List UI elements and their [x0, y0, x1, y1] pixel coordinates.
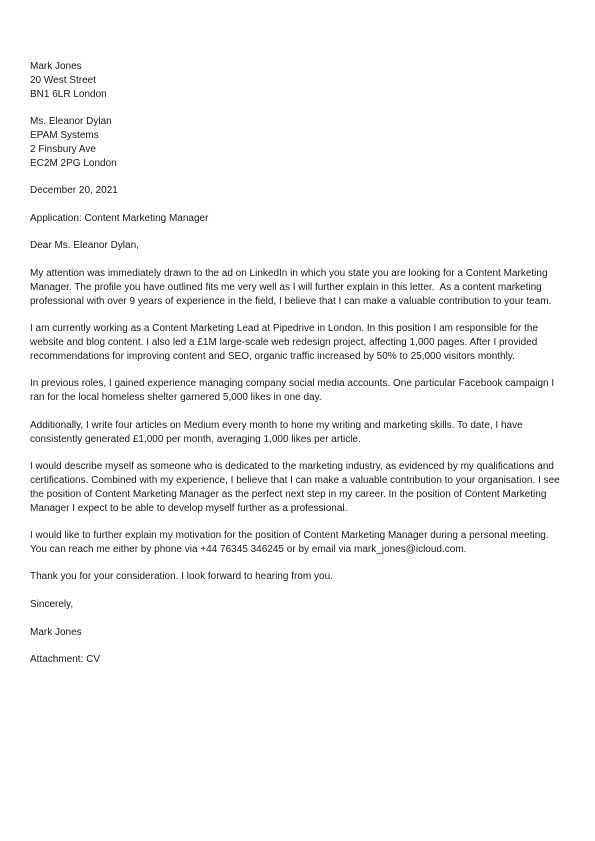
paragraph-line: My attention was immediately drawn to the ad on LinkedIn in which you state you are looking for a Content Marketing	[30, 267, 548, 279]
paragraph-line: I would like to further explain my motivation for the position of Content Marketing Manager during a personal meeting.	[30, 530, 549, 542]
paragraph-line: the position of Content Marketing Manager as the perfect next step in my career. In the position of Content Marketing	[30, 488, 547, 500]
letter-page	[30, 60, 562, 681]
sender-address	[30, 60, 562, 101]
salutation: Dear Ms. Eleanor Dylan,	[30, 240, 139, 252]
recipient-name: Ms. Eleanor Dylan	[30, 116, 112, 128]
recipient-city: EC2M 2PG London	[30, 157, 117, 169]
body-paragraph-4	[30, 419, 562, 447]
signature: Mark Jones	[30, 626, 82, 638]
letter-subject: Application: Content Marketing Manager	[30, 212, 209, 224]
paragraph-line: I am currently working as a Content Marketing Lead at Pipedrive in London. In this position I am responsible for the	[30, 323, 539, 335]
paragraph-line: Additionally, I write four articles on Medium every month to hone my writing and marketing skills. To date, I have	[30, 419, 523, 431]
paragraph-line: In previous roles, I gained experience managing company social media accounts. One particular Facebook campaign I	[30, 378, 555, 390]
paragraph-line: consistently generated £1,000 per month, averaging 1,000 likes per article.	[30, 433, 361, 445]
sender-name: Mark Jones	[30, 61, 82, 72]
letter-date: December 20, 2021	[30, 185, 118, 197]
attachment-note: Attachment: CV	[30, 654, 101, 666]
paragraph-line: professional with over 9 years of experience in the field, I believe that I can make a valuable contribution to your team.	[30, 295, 552, 307]
body-paragraph-6	[30, 529, 562, 557]
closing: Sincerely,	[30, 599, 74, 611]
paragraph-line: You can reach me either by phone via +44 76345 346245 or by email via mark_jones@icloud.com.	[30, 543, 467, 555]
paragraph-line: certifications. Combined with my experience, I believe that I can make a valuable contribution to your organisation. I see	[30, 474, 560, 486]
body-paragraph-7	[30, 570, 562, 584]
recipient-company: EPAM Systems	[30, 129, 99, 141]
sender-city: BN1 6LR London	[30, 88, 107, 100]
body-paragraph-5	[30, 460, 562, 515]
body-paragraph-2	[30, 322, 562, 363]
paragraph-line: website and blog content. I also led a £1M large-scale web redesign project, affecting 1,000 pages. After I provided	[30, 336, 538, 348]
body-paragraph-1	[30, 267, 562, 308]
paragraph-line: Manager I expect to be able to develop myself further as a professional.	[30, 502, 348, 514]
recipient-street: 2 Finsbury Ave	[30, 143, 96, 155]
sender-street: 20 West Street	[30, 74, 96, 86]
paragraph-line: Manager. The profile you have outlined fits me very well as I will further explain in this letter. As a content marketing	[30, 281, 542, 293]
paragraph-line: recommendations for improving content and SEO, organic traffic increased by 50% to 25,000 visitors monthly.	[30, 350, 515, 362]
body-paragraph-3	[30, 377, 562, 405]
paragraph-line: I would describe myself as someone who is dedicated to the marketing industry, as evidenced by my qualifications and	[30, 461, 554, 473]
recipient-address	[30, 115, 562, 170]
paragraph-line: Thank you for your consideration. I look forward to hearing from you.	[30, 571, 333, 583]
paragraph-line: ran for the local homeless shelter garnered 5,000 likes in one day.	[30, 392, 322, 404]
